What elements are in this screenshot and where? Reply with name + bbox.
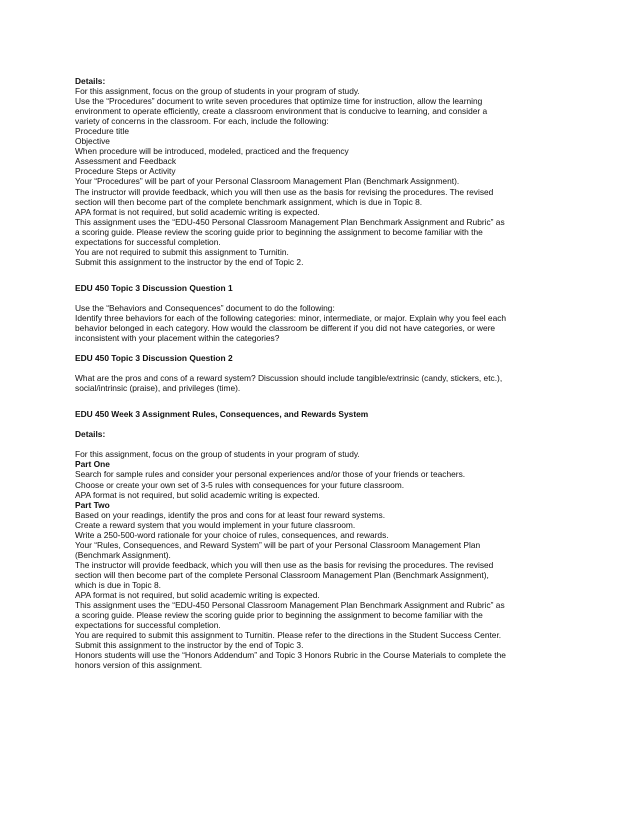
- text-line: For this assignment, focus on the group of students in your program of study.: [75, 86, 360, 97]
- topic3-dq1-body: [75, 303, 562, 343]
- part-two-body: [75, 510, 562, 671]
- text-line: Use the “Procedures” document to write seven procedures that optimize time for instruction, allow the learning: [75, 96, 483, 107]
- week3-details-heading: Details:: [75, 429, 106, 440]
- text-line: section will then become part of the complete benchmark assignment, which is due in Topic 8.: [75, 196, 423, 207]
- week3-assignment-heading: EDU 450 Week 3 Assignment Rules, Consequences, and Rewards System: [75, 409, 369, 420]
- details-body: [75, 86, 562, 267]
- text-line: Submit this assignment to the instructor by the end of Topic 2.: [75, 256, 304, 267]
- text-line: When procedure will be introduced, modeled, practiced and the frequency: [75, 146, 349, 157]
- topic3-dq2-body: [75, 373, 562, 393]
- text-line: Assessment and Feedback: [75, 156, 177, 167]
- text-line: Based on your readings, identify the pros and cons for at least four reward systems.: [75, 509, 386, 520]
- details-heading: Details:: [75, 76, 106, 86]
- text-line: Choose or create your own set of 3-5 rules with consequences for your future classroom.: [75, 479, 405, 490]
- part-two-heading: Part Two: [75, 499, 110, 510]
- text-line: a scoring guide. Please review the scoring guide prior to beginning the assignment to become familiar with the: [75, 610, 483, 621]
- week3-intro: For this assignment, focus on the group of students in your program of study.: [75, 449, 360, 460]
- text-line: APA format is not required, but solid academic writing is expected.: [75, 590, 320, 601]
- topic3-dq2-heading: EDU 450 Topic 3 Discussion Question 2: [75, 353, 233, 364]
- part-one-body: [75, 469, 562, 499]
- text-line: This assignment uses the “EDU-450 Personal Classroom Management Plan Benchmark Assignment and Rubric” as: [75, 216, 505, 227]
- text-line: Submit this assignment to the instructor by the end of Topic 3.: [75, 640, 304, 651]
- text-line: Search for sample rules and consider your personal experiences and/or those of your friends or teachers.: [75, 469, 466, 480]
- text-line: expectations for successful completion.: [75, 236, 221, 247]
- text-line: a scoring guide. Please review the scoring guide prior to beginning the assignment to become familiar with the: [75, 226, 483, 237]
- text-line: variety of concerns in the classroom. For each, include the following:: [75, 116, 329, 127]
- text-line: Procedure Steps or Activity: [75, 166, 176, 177]
- text-line: behavior belonged in each category. How would the classroom be different if you did not have categories, or were: [75, 323, 496, 334]
- text-line: The instructor will provide feedback, which you will then use as the basis for revising the procedures. The revised: [75, 559, 494, 570]
- text-line: Identify three behaviors for each of the following categories: minor, intermediate, or major. Explain why you feel each: [75, 312, 507, 323]
- text-line: Use the “Behaviors and Consequences” document to do the following:: [75, 302, 335, 313]
- text-line: APA format is not required, but solid academic writing is expected.: [75, 489, 320, 500]
- text-line: Your “Procedures” will be part of your Personal Classroom Management Plan (Benchmark Assignment).: [75, 176, 460, 187]
- text-line: section will then become part of the complete Personal Classroom Management Plan (Benchmark Assignment),: [75, 569, 489, 580]
- document-page: [75, 76, 562, 670]
- text-line: Objective: [75, 136, 110, 147]
- text-line: (Benchmark Assignment).: [75, 549, 171, 560]
- part-one-heading: Part One: [75, 459, 110, 470]
- text-line: Honors students will use the “Honors Addendum” and Topic 3 Honors Rubric in the Course Materials to complete the: [75, 650, 506, 661]
- text-line: Write a 250-500-word rationale for your choice of rules, consequences, and rewards.: [75, 529, 389, 540]
- text-line: expectations for successful completion.: [75, 620, 221, 631]
- text-line: Create a reward system that you would implement in your future classroom.: [75, 519, 356, 530]
- text-line: Procedure title: [75, 126, 129, 137]
- text-line: APA format is not required, but solid academic writing is expected.: [75, 206, 320, 217]
- text-line: Your “Rules, Consequences, and Reward System” will be part of your Personal Classroom Management Plan: [75, 539, 481, 550]
- text-line: You are required to submit this assignment to Turnitin. Please refer to the directions in the Student Success Center.: [75, 630, 502, 641]
- topic3-dq1-heading: EDU 450 Topic 3 Discussion Question 1: [75, 282, 233, 293]
- text-line: environment to operate efficiently, create a classroom environment that is conducive to learning, and consider a: [75, 106, 488, 117]
- text-line: You are not required to submit this assignment to Turnitin.: [75, 246, 289, 257]
- text-line: which is due in Topic 8.: [75, 579, 161, 590]
- text-line: This assignment uses the “EDU-450 Personal Classroom Management Plan Benchmark Assignment and Rubric” as: [75, 600, 505, 611]
- text-line: What are the pros and cons of a reward system? Discussion should include tangible/extrinsic (candy, stickers, etc.),: [75, 373, 503, 384]
- text-line: inconsistent with your placement within the categories?: [75, 333, 280, 344]
- text-line: social/intrinsic (praise), and privileges (time).: [75, 383, 241, 394]
- text-line: honors version of this assignment.: [75, 660, 203, 671]
- text-line: The instructor will provide feedback, which you will then use as the basis for revising the procedures. The revised: [75, 186, 494, 197]
